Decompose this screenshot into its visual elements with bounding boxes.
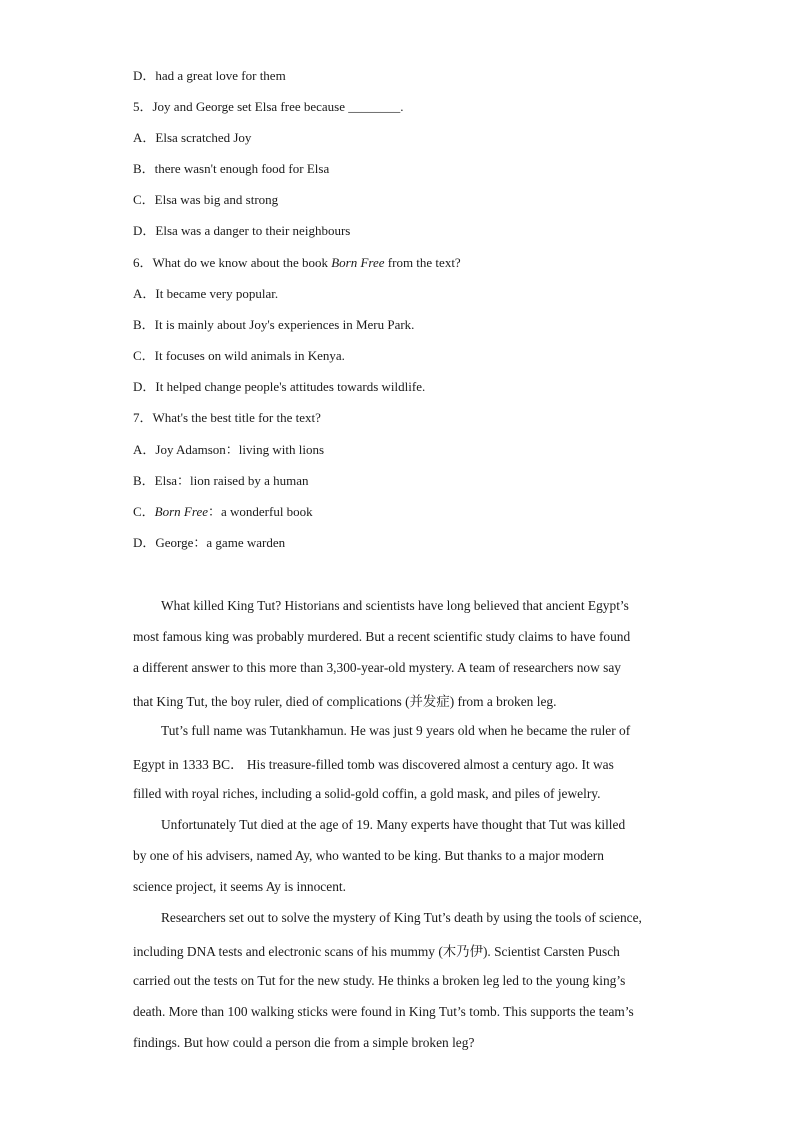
passage-line: carried out the tests on Tut for the new study. He thinks a broken leg led to the young king’s: [133, 973, 626, 988]
option-a-joy: A．Joy Adamson：living with lions: [133, 442, 325, 457]
passage-line: a different answer to this more than 3,300-year-old mystery. A team of researchers now say: [133, 660, 621, 675]
option-d-danger: D．Elsa was a danger to their neighbours: [133, 223, 351, 238]
option-d-george: D．George：a game warden: [133, 535, 286, 550]
option-d-love: D．had a great love for them: [133, 68, 286, 83]
option-b-meru: B．It is mainly about Joy's experiences in Meru Park.: [133, 317, 415, 332]
question-5: 5．Joy and George set Elsa free because ________.: [133, 99, 404, 114]
question-7: 7．What's the best title for the text?: [133, 410, 321, 425]
option-a-popular: A．It became very popular.: [133, 286, 279, 301]
passage-line: most famous king was probably murdered. But a recent scientific study claims to have found: [133, 629, 631, 644]
passage-line: What killed King Tut? Historians and scientists have long believed that ancient Egypt’s: [161, 598, 629, 613]
passage-line: by one of his advisers, named Ay, who wanted to be king. But thanks to a major modern: [133, 848, 604, 863]
passage-line: that King Tut, the boy ruler, died of complications (并发症) from a broken leg.: [133, 694, 557, 709]
option-c-kenya: C．It focuses on wild animals in Kenya.: [133, 348, 345, 363]
option-d-wildlife: D．It helped change people's attitudes towards wildlife.: [133, 379, 426, 394]
passage-line: including DNA tests and electronic scans of his mummy (木乃伊). Scientist Carsten Pusch: [133, 944, 620, 959]
passage-line: Unfortunately Tut died at the age of 19. Many experts have thought that Tut was killed: [161, 817, 626, 832]
passage-line: Tut’s full name was Tutankhamun. He was just 9 years old when he became the ruler of: [161, 723, 631, 738]
passage-line: findings. But how could a person die from a simple broken leg?: [133, 1035, 475, 1050]
passage-line: Researchers set out to solve the mystery of King Tut’s death by using the tools of science,: [161, 910, 642, 925]
passage-line: death. More than 100 walking sticks were found in King Tut’s tomb. This supports the team’s: [133, 1004, 634, 1019]
passage-line: Egypt in 1333 BC． His treasure-filled tomb was discovered almost a century ago. It was: [133, 757, 614, 772]
passage-line: science project, it seems Ay is innocent.: [133, 879, 346, 894]
question-6: 6．What do we know about the book Born Free from the text?: [133, 255, 461, 270]
option-c-big: C．Elsa was big and strong: [133, 192, 279, 207]
option-b-elsa: B．Elsa：lion raised by a human: [133, 473, 309, 488]
option-a-scratched: A．Elsa scratched Joy: [133, 130, 252, 145]
passage-line: filled with royal riches, including a solid-gold coffin, a gold mask, and piles of jewelry.: [133, 786, 601, 801]
option-b-food: B．there wasn't enough food for Elsa: [133, 161, 330, 176]
option-c-born-free: C．Born Free：a wonderful book: [133, 504, 313, 519]
